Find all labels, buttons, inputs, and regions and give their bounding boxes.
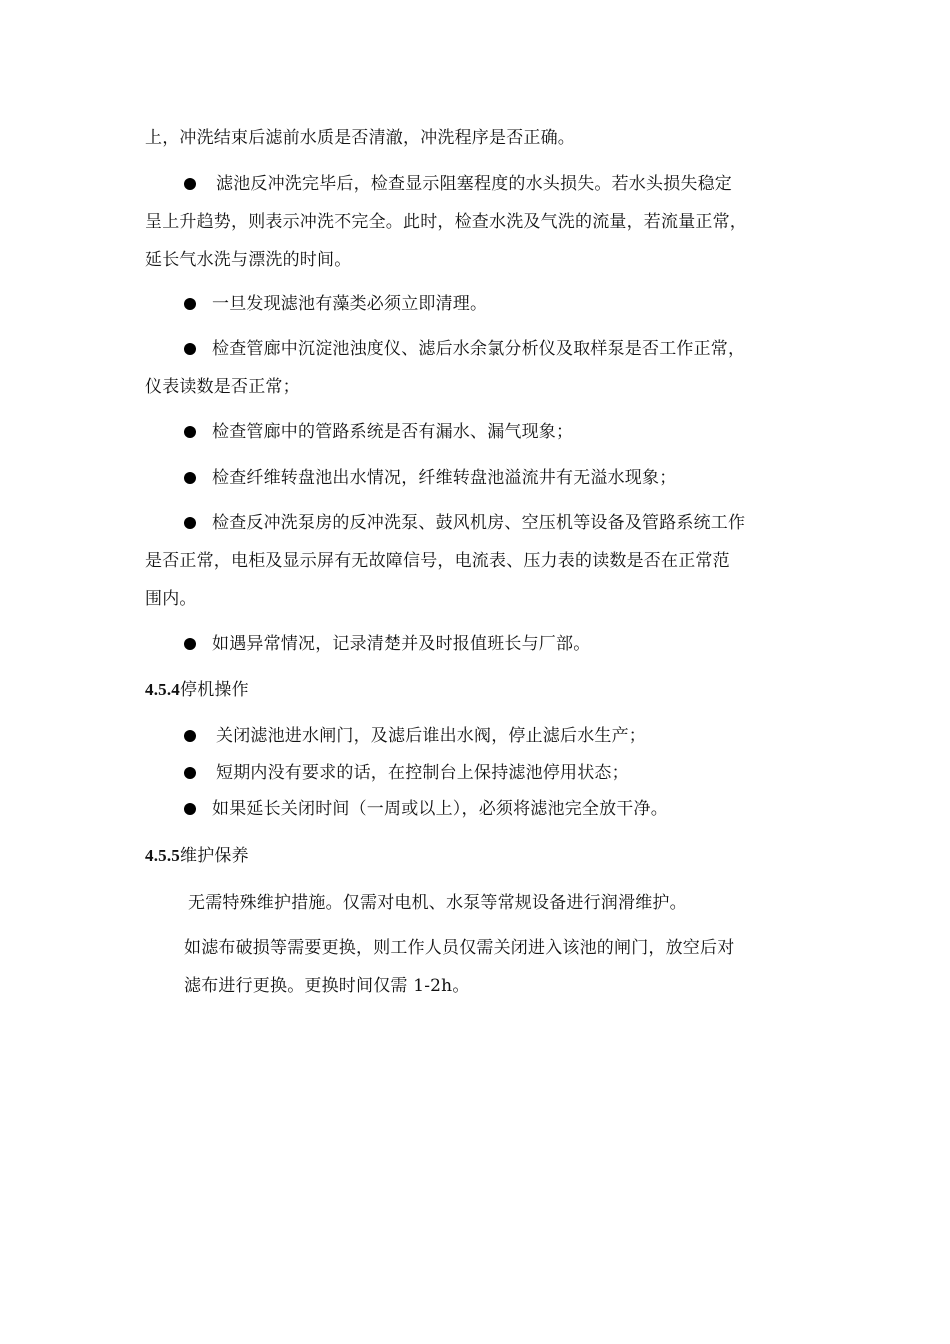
paragraph-line: 仪表读数是否正常； [145, 377, 300, 397]
bullet-icon [184, 343, 196, 355]
bullet-icon [184, 517, 196, 529]
paragraph-line: 滤布进行更换。更换时间仅需 1-2h。 [184, 976, 470, 996]
bullet-text: 如果延长关闭时间（一周或以上），必须将滤池完全放干净。 [212, 799, 668, 819]
paragraph-line: 上，冲洗结束后滤前水质是否清澈，冲洗程序是否正确。 [145, 128, 575, 148]
paragraph-line: 无需特殊维护措施。仅需对电机、水泵等常规设备进行润滑维护。 [188, 893, 687, 913]
section-number: 4.5.4 [145, 680, 180, 699]
bullet-icon [184, 730, 196, 742]
bullet-text: 一旦发现滤池有藻类必须立即清理。 [212, 294, 488, 314]
bullet-text: 检查纤维转盘池出水情况，纤维转盘池溢流井有无溢水现象； [212, 468, 677, 488]
bullet-text: 短期内没有要求的话，在控制台上保持滤池停用状态； [216, 763, 629, 783]
bullet-icon [184, 426, 196, 438]
paragraph-line: 延长气水洗与漂洗的时间。 [145, 250, 352, 270]
bullet-icon [184, 178, 196, 190]
bullet-text: 如遇异常情况，记录清楚并及时报值班长与厂部。 [212, 634, 591, 654]
bullet-text: 检查管廊中沉淀池浊度仪、滤后水余氯分析仪及取样泵是否工作正常， [212, 339, 746, 359]
bullet-text: 滤池反冲洗完毕后，检查显示阻塞程度的水头损失。若水头损失稳定 [216, 174, 732, 194]
bullet-icon [184, 638, 196, 650]
bullet-text: 检查管廊中的管路系统是否有漏水、漏气现象； [212, 422, 574, 442]
paragraph-line: 呈上升趋势，则表示冲洗不完全。此时，检查水洗及气洗的流量，若流量正常， [145, 212, 747, 232]
bullet-text: 检查反冲洗泵房的反冲洗泵、鼓风机房、空压机等设备及管路系统工作 [212, 513, 746, 533]
section-number: 4.5.5 [145, 846, 180, 865]
bullet-icon [184, 803, 196, 815]
paragraph-line: 围内。 [145, 589, 197, 609]
paragraph-line: 是否正常，电柜及显示屏有无故障信号，电流表、压力表的读数是否在正常范 [145, 551, 730, 571]
bullet-text: 关闭滤池进水闸门，及滤后谁出水阀，停止滤后水生产； [216, 726, 646, 746]
bullet-icon [184, 767, 196, 779]
section-title: 维护保养 [180, 846, 249, 866]
paragraph-line: 如滤布破损等需要更换，则工作人员仅需关闭进入该池的闸门，放空后对 [184, 938, 735, 958]
section-title: 停机操作 [180, 680, 249, 700]
section-heading [145, 846, 249, 866]
bullet-icon [184, 298, 196, 310]
section-heading [145, 680, 249, 700]
bullet-icon [184, 472, 196, 484]
